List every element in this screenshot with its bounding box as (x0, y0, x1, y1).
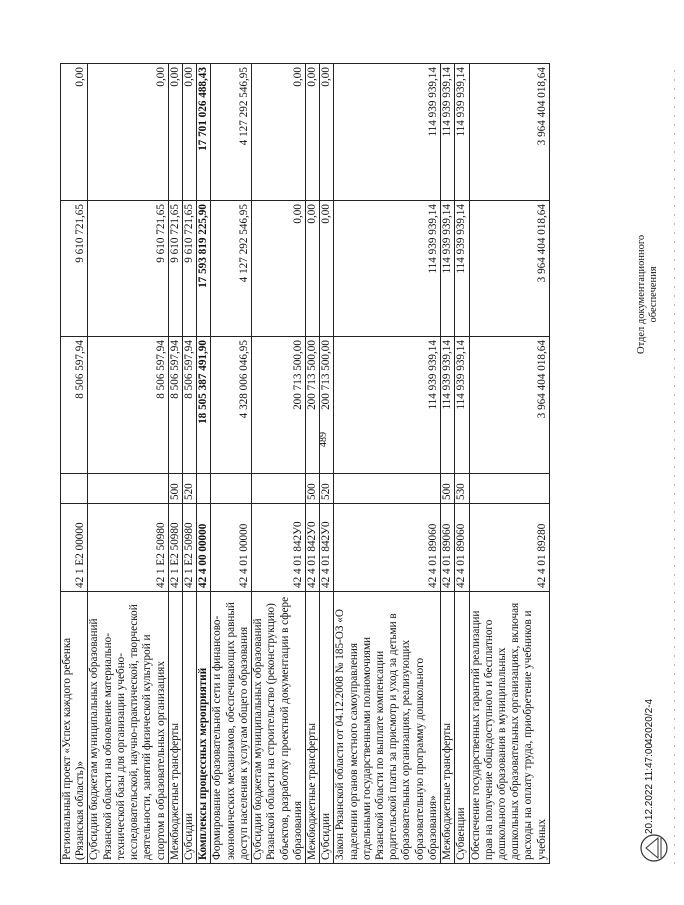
table-row (88, 64, 168, 864)
row-sum-3-cell: 0,00 (182, 64, 196, 201)
table-body (61, 64, 550, 864)
footer-doc-number: 42020/2-4 (644, 698, 655, 744)
row-sum-1-cell: 114 939 939,14 (441, 337, 455, 474)
department-line-2: обеспечения (647, 266, 659, 323)
row-sum-3-cell: 0,00 (320, 64, 334, 201)
row-sum-2-cell: 9 610 721,65 (182, 201, 196, 337)
table-row (252, 64, 306, 864)
row-sum-3-cell: 0,00 (88, 64, 168, 201)
row-sum-2-cell: 0,00 (305, 201, 319, 337)
row-sum-2-cell: 114 939 939,14 (455, 201, 469, 337)
footer-datetime: 20.12.2022 11:47:00 (644, 742, 655, 834)
registration-stamp-icon (638, 832, 670, 864)
row-code-cell: 42 1 E2 50980 (88, 504, 168, 592)
row-sum-1-cell: 8 506 597,94 (168, 337, 182, 474)
row-vr-cell: 520 (182, 474, 196, 504)
row-sum-3-cell: 0,00 (252, 64, 306, 201)
row-name-cell: Комплексы процессных мероприятий (197, 592, 211, 864)
budget-table (60, 63, 550, 864)
row-sum-2-cell: 9 610 721,65 (61, 201, 88, 337)
row-name-cell: Закон Рязанской области от 04.12.2008 № 185-ОЗ «О наделении органов местного самоуправления отдельными государственными полномочиями Рязанской области по выплате компенсации родительской платы за присмотр и уход за детьми в образовательных организациях, реализующих образовательную программу дошкольного образования» (334, 592, 441, 864)
row-sum-1-cell: 4 328 006 046,95 (211, 337, 252, 474)
row-sum-1-cell: 200 713 500,00 (305, 337, 319, 474)
row-sum-1-cell: 114 939 939,14 (455, 337, 469, 474)
row-vr-cell (469, 474, 549, 504)
row-sum-3-cell: 4 127 292 546,95 (211, 64, 252, 201)
footer-department (636, 235, 659, 354)
table-row (441, 64, 455, 864)
row-code-cell: 42 4 01 89280 (469, 504, 549, 592)
table-row (469, 64, 549, 864)
row-name-cell: Субвенции (455, 592, 469, 864)
row-sum-3-cell: 0,00 (305, 64, 319, 201)
row-sum-3-cell: 114 939 939,14 (441, 64, 455, 201)
row-sum-1-cell: 114 939 939,14 (334, 337, 441, 474)
row-sum-1-cell: 8 506 597,94 (61, 337, 88, 474)
table-row (61, 64, 88, 864)
row-vr-cell (61, 474, 88, 504)
row-name-cell: Субсидии (320, 592, 334, 864)
row-code-cell: 42 4 00 00000 (197, 504, 211, 592)
row-sum-1-cell: 8 506 597,94 (182, 337, 196, 474)
row-sum-3-cell: 114 939 939,14 (334, 64, 441, 201)
row-code-cell: 42 4 01 89060 (334, 504, 441, 592)
row-name-cell: Региональный проект «Успех каждого ребенка (Рязанская область)» (61, 592, 88, 864)
row-code-cell: 42 4 01 89060 (455, 504, 469, 592)
row-sum-2-cell: 114 939 939,14 (334, 201, 441, 337)
row-code-cell: 42 4 01 89060 (441, 504, 455, 592)
row-sum-1-cell: 8 506 597,94 (88, 337, 168, 474)
row-code-cell: 42 4 01 842У0 (305, 504, 319, 592)
row-sum-3-cell: 0,00 (168, 64, 182, 201)
row-name-cell: Обеспечение государственных гарантий реализации прав на получение общедоступного и бесплатного дошкольного образования в муниципальных дошкольных образовательных организациях, включая расходы на оплату труда, приобретение учебников и учебных (469, 592, 549, 864)
row-vr-cell (88, 474, 168, 504)
page-number: 489 (318, 432, 329, 447)
row-name-cell: Субсидии бюджетам муниципальных образований Рязанской области на строительство (реконструкцию) объектов, разработку проектной документации в сфере образования (252, 592, 306, 864)
row-sum-2-cell: 114 939 939,14 (441, 201, 455, 337)
row-code-cell: 42 1 E2 50980 (182, 504, 196, 592)
row-name-cell: Межбюджетные трансферты (441, 592, 455, 864)
row-sum-1-cell: 18 505 387 491,90 (197, 337, 211, 474)
row-name-cell: Субсидии (182, 592, 196, 864)
row-sum-1-cell: 3 964 404 018,64 (469, 337, 549, 474)
row-name-cell: Формирование образовательной сети и финансово-экономических механизмов, обеспечивающих равный доступ населения к услугам общего образования (211, 592, 252, 864)
table-row (320, 64, 334, 864)
row-sum-1-cell: 200 713 500,00 (252, 337, 306, 474)
row-vr-cell (252, 474, 306, 504)
row-vr-cell: 530 (455, 474, 469, 504)
row-vr-cell: 520 (320, 474, 334, 504)
row-sum-3-cell: 3 964 404 018,64 (469, 64, 549, 201)
row-vr-cell (211, 474, 252, 504)
row-sum-2-cell: 4 127 292 546,95 (211, 201, 252, 337)
row-code-cell: 42 4 01 842У0 (252, 504, 306, 592)
row-sum-1-cell: 200 713 500,00 (320, 337, 334, 474)
table-row (455, 64, 469, 864)
row-sum-3-cell: 114 939 939,14 (455, 64, 469, 201)
table-row (305, 64, 319, 864)
department-line-1: Отдел документационного (636, 234, 647, 354)
row-sum-2-cell: 17 593 819 225,90 (197, 201, 211, 337)
row-sum-2-cell: 0,00 (320, 201, 334, 337)
row-sum-2-cell: 0,00 (252, 201, 306, 337)
row-name-cell: Межбюджетные трансферты (305, 592, 319, 864)
row-code-cell: 42 4 01 00000 (211, 504, 252, 592)
row-sum-2-cell: 9 610 721,65 (88, 201, 168, 337)
row-code-cell: 42 4 01 842У0 (320, 504, 334, 592)
row-vr-cell: 500 (441, 474, 455, 504)
row-sum-3-cell: 0,00 (61, 64, 88, 201)
table-row (334, 64, 441, 864)
row-code-cell: 42 1 E2 00000 (61, 504, 88, 592)
row-sum-3-cell: 17 701 026 488,43 (197, 64, 211, 201)
row-vr-cell (334, 474, 441, 504)
table-row (168, 64, 182, 864)
row-sum-2-cell: 9 610 721,65 (168, 201, 182, 337)
row-vr-cell: 500 (168, 474, 182, 504)
row-vr-cell (197, 474, 211, 504)
row-name-cell: Межбюджетные трансферты (168, 592, 182, 864)
footer (634, 64, 684, 864)
row-sum-2-cell: 3 964 404 018,64 (469, 201, 549, 337)
row-name-cell: Субсидии бюджетам муниципальных образований Рязанской области на обновление материально-технической базы для организации учебно-исследовательской, научно-практической, творческой деятельности, занятий физической культурой и спортом в образовательных организациях (88, 592, 168, 864)
scan-dotted-line (674, 64, 675, 864)
table-row (182, 64, 196, 864)
row-code-cell: 42 1 E2 50980 (168, 504, 182, 592)
table-row (197, 64, 211, 864)
rotated-document (60, 64, 659, 864)
row-vr-cell: 500 (305, 474, 319, 504)
table-row (211, 64, 252, 864)
